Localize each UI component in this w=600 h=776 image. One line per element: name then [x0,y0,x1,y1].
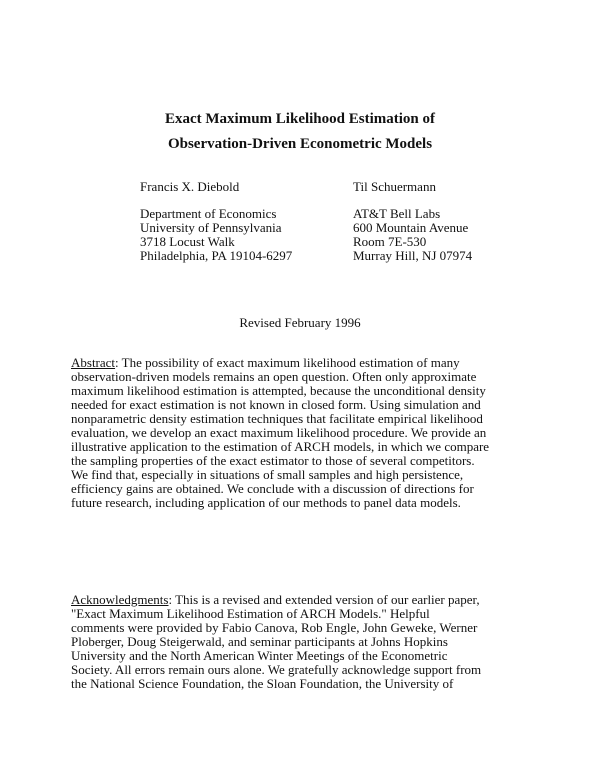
abstract-line: illustrative application to the estimation of ARCH models, in which we compare [71,439,490,454]
abstract-line: We find that, especially in situations of small samples and high persistence, [71,467,464,482]
affiliation-line: 600 Mountain Avenue [353,220,469,235]
affiliation-line: AT&T Bell Labs [353,206,441,221]
affiliation-line: University of Pennsylvania [140,220,282,235]
paper-title-line-2: Observation-Driven Econometric Models [167,136,433,152]
author-1-name: Francis X. Diebold [140,179,240,194]
affiliation-line: Room 7E-530 [353,234,427,249]
abstract-line [71,356,541,370]
affiliation-line: Murray Hill, NJ 07974 [353,248,473,263]
acknowledgments-line: University and the North American Winter Meetings of the Econometric [71,648,448,663]
affiliation-line: Philadelphia, PA 19104-6297 [140,248,293,263]
abstract-line: needed for exact estimation is not known in closed form. Using simulation and [71,397,481,412]
author-2-affiliation [353,207,472,263]
author-2-name: Til Schuermann [353,179,436,194]
abstract-line: efficiency gains are obtained. We conclude with a discussion of directions for [71,481,474,496]
abstract-line: future research, including application of our methods to panel data models. [71,495,461,510]
acknowledgments-paragraph [71,593,541,691]
abstract-line: maximum likelihood estimation is attempted, because the unconditional density [71,383,486,398]
abstract-text: : The possibility of exact maximum likelihood estimation of many [115,355,460,370]
affiliation-line: Department of Economics [140,206,277,221]
acknowledgments-label: Acknowledgments [71,592,169,607]
abstract-line: evaluation, we develop an exact maximum likelihood procedure. We provide an [71,425,487,440]
acknowledgments-line [71,593,541,607]
abstract-line: the sampling properties of the exact estimator to those of several competitors. [71,453,475,468]
abstract-label: Abstract [71,355,116,370]
abstract-line: nonparametric density estimation techniques that facilitate empirical likelihood [71,411,483,426]
paper-title-line-1: Exact Maximum Likelihood Estimation of [164,111,435,127]
acknowledgments-line: the National Science Foundation, the Sloan Foundation, the University of [71,676,454,691]
abstract-paragraph [71,356,541,510]
abstract-line: observation-driven models remains an open question. Often only approximate [71,369,477,384]
acknowledgments-line: Ploberger, Doug Steigerwald, and seminar participants at Johns Hopkins [71,634,448,649]
acknowledgments-text: : This is a revised and extended version of our earlier paper, [168,592,480,607]
acknowledgments-line: Society. All errors remain ours alone. We gratefully acknowledge support from [71,662,482,677]
acknowledgments-line: comments were provided by Fabio Canova, Rob Engle, John Geweke, Werner [71,620,478,635]
affiliation-line: 3718 Locust Walk [140,234,235,249]
author-1-affiliation [140,207,292,263]
acknowledgments-line: "Exact Maximum Likelihood Estimation of ARCH Models." Helpful [71,606,430,621]
revision-date: Revised February 1996 [239,315,361,330]
